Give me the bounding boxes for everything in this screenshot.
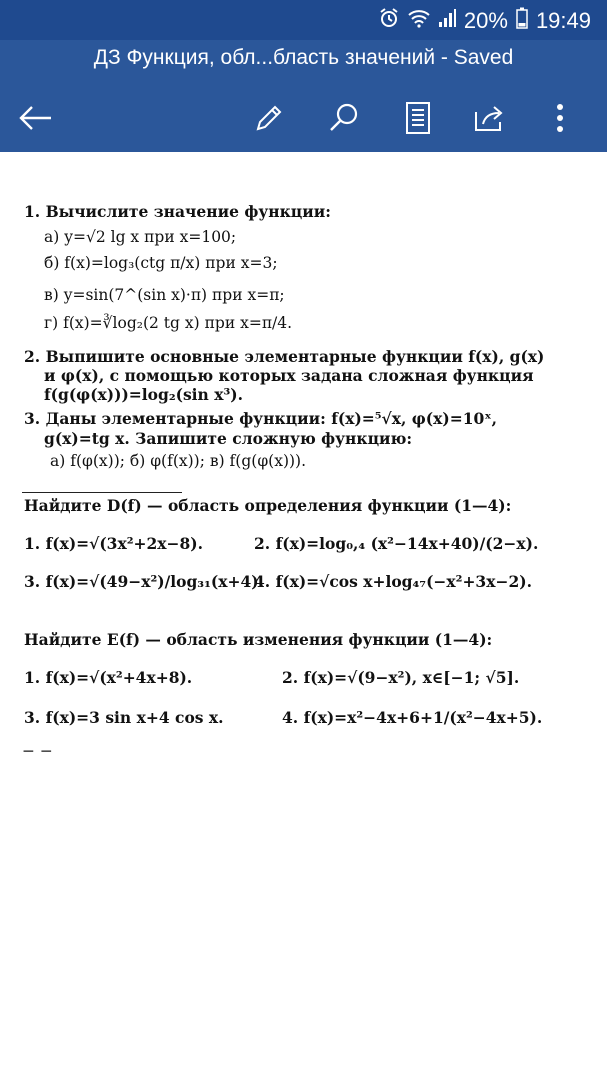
domain-task-1: 1. f(x)=√(3x²+2x−8). (24, 534, 203, 553)
task1-d: г) f(x)=∛log₂(2 tg x) при x=π/4. (44, 314, 293, 332)
battery-icon (516, 7, 528, 35)
task2-line2: и φ(x), с помощью которых задана сложная функция (44, 366, 534, 385)
range-task-1: 1. f(x)=√(x²+4x+8). (24, 668, 193, 687)
more-options-button[interactable] (538, 96, 582, 140)
app-bar (0, 40, 607, 152)
task3-line2: g(x)=tg x. Запишите сложную функцию: (44, 429, 413, 448)
domain-heading: Найдите D(f) — область определения функции (1—4): (24, 496, 512, 515)
share-icon (473, 102, 507, 134)
alarm-icon (378, 7, 400, 35)
search-button[interactable] (322, 96, 366, 140)
pencil-icon (253, 102, 285, 134)
range-heading: Найдите E(f) — область изменения функции (1—4): (24, 630, 493, 649)
task1-heading: 1. Вычислите значение функции: (24, 202, 331, 221)
back-arrow-icon (19, 105, 53, 131)
domain-task-2: 2. f(x)=log₀,₄ (x²−14x+40)/(2−x). (254, 534, 539, 553)
wifi-icon (408, 8, 430, 34)
edit-button[interactable] (247, 96, 291, 140)
range-task-3: 3. f(x)=3 sin x+4 cos x. (24, 708, 224, 727)
section-divider (22, 492, 182, 493)
range-task-4: 4. f(x)=x²−4x+6+1/(x²−4x+5). (282, 708, 543, 727)
document-icon (405, 101, 431, 135)
task2-line3: f(g(φ(x)))=log₂(sin x³). (44, 385, 243, 404)
reading-view-button[interactable] (396, 96, 440, 140)
domain-task-3: 3. f(x)=√(49−x²)/log₃₁(x+4). (24, 572, 264, 591)
search-icon (328, 102, 360, 134)
task2-line1: 2. Выпишите основные элементарные функции f(x), g(x) (24, 347, 545, 366)
document-title: ДЗ Функция, обл...бласть значений - Saved (93, 46, 514, 69)
range-task-2: 2. f(x)=√(9−x²), x∈[−1; √5]. (282, 668, 520, 687)
task3-line3: а) f(φ(x)); б) φ(f(x)); в) f(g(φ(x))). (50, 452, 307, 470)
status-bar (0, 0, 607, 40)
battery-percent: 20% (463, 8, 508, 33)
trailing-text: − − (22, 742, 53, 760)
share-button[interactable] (468, 96, 512, 140)
task3-line1: 3. Даны элементарные функции: f(x)=⁵√x, φ(x)=10ˣ, (24, 409, 498, 428)
domain-task-4: 4. f(x)=√cos x+log₄₇(−x²+3x−2). (254, 572, 532, 591)
task1-b: б) f(x)=log₃(ctg π/x) при x=3; (44, 254, 278, 272)
more-vertical-icon (556, 102, 564, 134)
clock-time: 19:49 (535, 8, 591, 33)
document-page[interactable] (0, 152, 607, 1080)
task1-c: в) y=sin(7^(sin x)·π) при x=π; (44, 286, 285, 304)
task1-a: а) y=√2 lg x при x=100; (44, 228, 237, 246)
back-button[interactable] (14, 96, 58, 140)
signal-icon (438, 8, 456, 34)
